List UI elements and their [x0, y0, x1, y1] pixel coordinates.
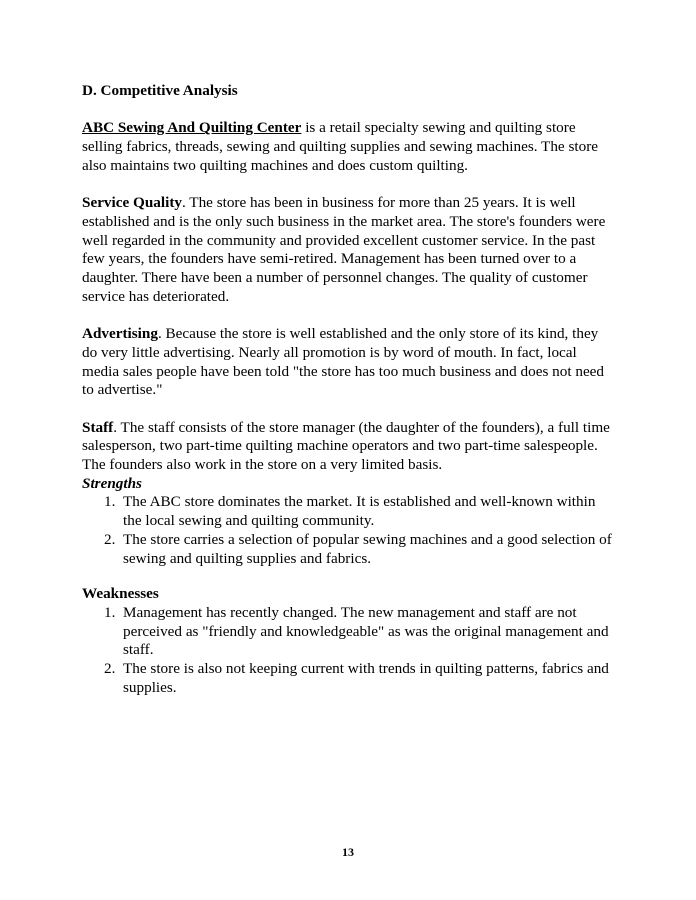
document-body — [82, 82, 616, 697]
weaknesses-list — [82, 604, 616, 698]
intro-paragraph — [82, 119, 616, 175]
list-item-number: 1. — [104, 603, 116, 621]
intro-text: is a retail specialty sewing and quilting store selling fabrics, threads, sewing and quilting supplies and sewing machines. The store also maintains two quilting machines and does custom quilting. — [82, 119, 598, 174]
staff-paragraph — [82, 419, 616, 475]
staff-text: . The staff consists of the store manager (the daughter of the founders), a full time salesperson, two part-time quilting machine operators and two part-time salespeople. The founders also work in the store on a very limited basis. — [82, 418, 610, 473]
staff-lead: Staff — [82, 418, 114, 436]
list-item-text: The store carries a selection of popular sewing machines and a good selection of sewing and quilting supplies and fabrics. — [123, 530, 612, 567]
list-item-number: 2. — [104, 530, 116, 548]
advertising-text: . Because the store is well established and the only store of its kind, they do very little advertising. Nearly all promotion is by word of mouth. In fact, local media sales people have been told "the store has too much business and does not need to advertise." — [82, 325, 605, 399]
service-quality-text: . The store has been in business for more than 25 years. It is well established and is the only such business in the market area. The store's founders were well regarded in the community and provided excellent customer service. In the past few years, the founders have semi-retired. Management has been turned over to a daughter. There have been a number of personnel changes. The quality of customer service has deteriorated. — [82, 194, 606, 305]
business-name-link[interactable]: ABC Sewing And Quilting Center — [82, 119, 302, 137]
list-item — [104, 603, 616, 660]
advertising-lead: Advertising — [82, 325, 158, 343]
section-title: D. Competitive Analysis — [82, 82, 238, 99]
list-item — [104, 493, 616, 530]
strengths-heading: Strengths — [82, 474, 142, 492]
list-item — [104, 530, 616, 568]
service-quality-paragraph — [82, 194, 616, 306]
list-item-text: The ABC store dominates the market. It is established and well-known within the local sewing and quilting community. — [123, 493, 596, 530]
list-item-text: The store is also not keeping current with trends in quilting patterns, fabrics and supplies. — [123, 660, 609, 696]
weaknesses-heading: Weaknesses — [82, 585, 159, 603]
list-item-number: 1. — [104, 493, 116, 511]
list-item-text: Management has recently changed. The new management and staff are not perceived as "friendly and knowledgeable" as was the original management and staff. — [123, 603, 609, 659]
list-item-number: 2. — [104, 660, 116, 678]
advertising-paragraph — [82, 325, 616, 400]
list-item — [104, 660, 616, 697]
page-number: 13 — [342, 845, 354, 859]
service-quality-lead: Service Quality — [82, 194, 182, 212]
strengths-list — [82, 493, 616, 568]
